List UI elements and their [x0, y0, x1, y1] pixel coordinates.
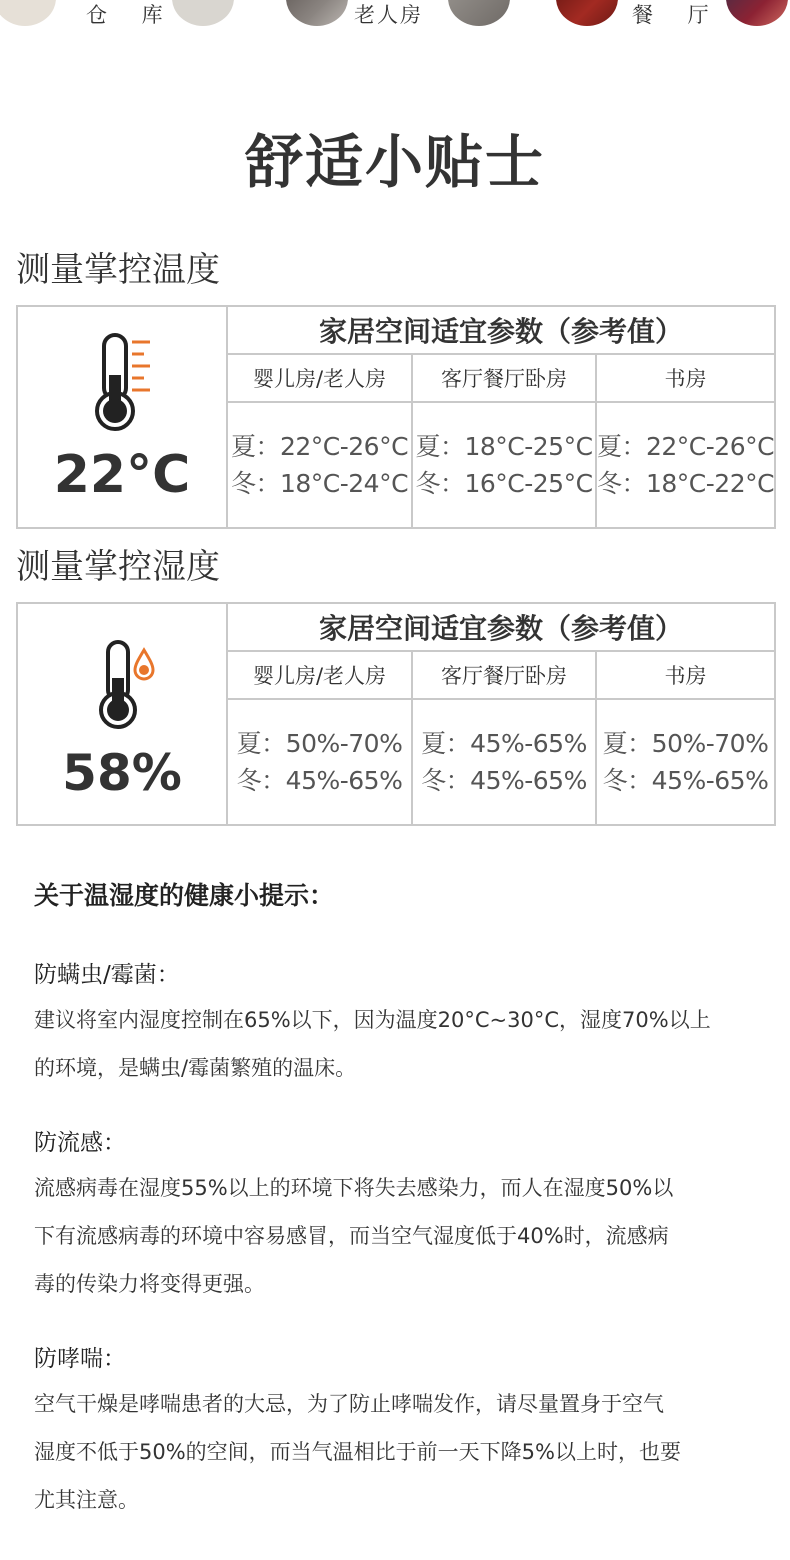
tip-line: 建议将室内湿度控制在65%以下，因为温度20°C~30°C，湿度70%以上 — [34, 1008, 711, 1032]
column-header-living-dining-bedroom: 客厅餐厅卧房 — [412, 651, 596, 699]
tip-body-asthma — [34, 1380, 762, 1524]
winter-range: 冬：45%-65% — [421, 766, 587, 795]
room-strip — [0, 0, 790, 32]
tip-line: 湿度不低于50%的空间，而当气温相比于前一天下降5%以上时，也要 — [34, 1440, 681, 1464]
temperature-icon-cell — [17, 306, 227, 528]
tip-line: 的环境，是螨虫/霉菌繁殖的温床。 — [34, 1056, 357, 1080]
tip-body-flu — [34, 1164, 762, 1308]
tip-line: 尤其注意。 — [34, 1488, 139, 1512]
range-cell — [596, 699, 775, 825]
room-label-dining[interactable]: 餐 厅 — [632, 3, 723, 27]
table-header: 家居空间适宜参数（参考值） — [227, 603, 775, 651]
tips-title: 关于温湿度的健康小提示： — [34, 881, 335, 910]
room-thumbnail[interactable] — [0, 0, 56, 26]
tip-line: 流感病毒在湿度55%以上的环境下将失去感染力，而人在湿度50%以 — [34, 1176, 674, 1200]
winter-range: 冬：45%-65% — [236, 766, 403, 795]
humidity-icon-cell — [17, 603, 227, 825]
tip-line: 空气干燥是哮喘患者的大忌，为了防止哮喘发作，请尽量置身于空气 — [34, 1392, 664, 1416]
room-thumbnail[interactable] — [556, 0, 618, 26]
column-header-study: 书房 — [596, 354, 775, 402]
tip-heading-mites: 防螨虫/霉菌： — [34, 962, 180, 988]
summer-range: 夏：22°C-26°C — [230, 432, 409, 461]
range-cell — [412, 699, 596, 825]
winter-range: 冬：45%-65% — [602, 766, 769, 795]
room-label-warehouse[interactable]: 仓 库 — [86, 3, 177, 27]
tip-body-mites — [34, 996, 762, 1092]
humidity-table — [16, 602, 776, 826]
column-header-study: 书房 — [596, 651, 775, 699]
summer-range: 夏：50%-70% — [236, 729, 403, 758]
summer-range: 夏：18°C-25°C — [415, 432, 593, 461]
page-title: 舒适小贴士 — [244, 128, 545, 196]
room-thumbnail[interactable] — [448, 0, 510, 26]
winter-range: 冬：18°C-24°C — [230, 469, 409, 498]
range-cell — [596, 402, 775, 528]
tip-line: 下有流感病毒的环境中容易感冒，而当空气湿度低于40%时，流感病 — [34, 1224, 669, 1248]
humidity-section-title: 测量掌控湿度 — [16, 547, 220, 587]
winter-range: 冬：18°C-22°C — [597, 469, 775, 498]
tip-line: 毒的传染力将变得更强。 — [34, 1272, 265, 1296]
thermometer-droplet-icon — [94, 638, 160, 732]
tip-heading-asthma: 防哮喘： — [34, 1346, 126, 1372]
column-header-baby-elderly: 婴儿房/老人房 — [227, 651, 412, 699]
thermometer-icon — [92, 331, 158, 433]
range-cell — [412, 402, 596, 528]
table-header: 家居空间适宜参数（参考值） — [227, 306, 775, 354]
room-thumbnail[interactable] — [172, 0, 234, 26]
temperature-table — [16, 305, 776, 529]
column-header-baby-elderly: 婴儿房/老人房 — [227, 354, 412, 402]
winter-range: 冬：16°C-25°C — [415, 469, 593, 498]
range-cell — [227, 699, 412, 825]
tip-heading-flu: 防流感： — [34, 1130, 126, 1156]
range-cell — [227, 402, 412, 528]
temperature-section-title: 测量掌控温度 — [16, 250, 220, 290]
room-thumbnail[interactable] — [726, 0, 788, 26]
summer-range: 夏：50%-70% — [602, 729, 769, 758]
temperature-value: 22°C — [53, 445, 191, 505]
humidity-value: 58% — [62, 744, 182, 802]
summer-range: 夏：45%-65% — [421, 729, 587, 758]
summer-range: 夏：22°C-26°C — [597, 432, 775, 461]
column-header-living-dining-bedroom: 客厅餐厅卧房 — [412, 354, 596, 402]
room-label-elderly-room[interactable]: 老人房 — [354, 3, 423, 27]
room-thumbnail[interactable] — [286, 0, 348, 26]
